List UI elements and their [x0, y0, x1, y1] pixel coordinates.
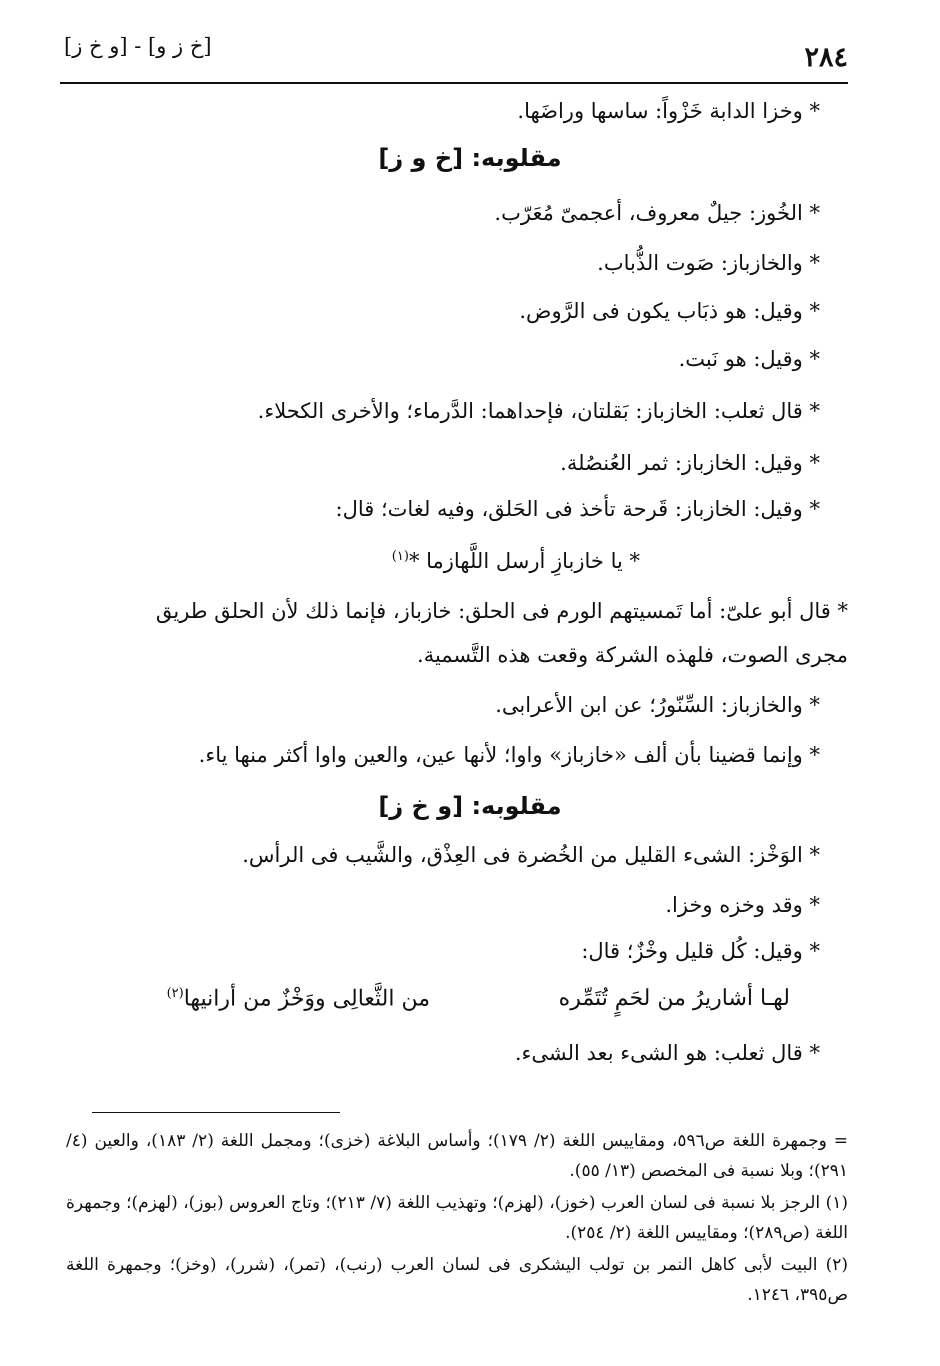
entry-line: * والخازباز: صَوت الذُّباب. — [597, 251, 820, 275]
footnote: = وجمهرة اللغة ص٥٩٦، ومقاييس اللغة (٢/ ١٧٩)؛ وأساس البلاغة (خزى)؛ ومجمل اللغة (٢/ ١٨٣)، والعين (٤/ ٢٩١)؛ وبلا نسبة فى المخصص (١٣/ ٥٥). — [66, 1131, 848, 1181]
quoted-verse — [70, 542, 640, 576]
entry-line: * وقد وخزه وخزا. — [665, 893, 820, 917]
entry-line: * وإنما قضينا بأن ألف «خازباز» واوا؛ لأنها عين، والعين واوا أكثر منها ياء. — [198, 743, 820, 767]
entry-line: * والخازباز: السِّنّورُ؛ عن ابن الأعرابى. — [495, 693, 820, 717]
entry-line: * وخزا الدابة خَزْواً: ساسها وراضَها. — [517, 99, 820, 123]
entry-line: * قال ثعلب: الخازباز: بَقلتان، فإحداهما: الدَّرماء؛ والأخرى الكحلاء. — [257, 399, 820, 423]
entry-line: * قال ثعلب: هو الشىء بعد الشىء. — [514, 1041, 820, 1065]
entry-line: * وقيل: هو نَبت. — [678, 347, 820, 371]
section-heading: مقلوبه: [و خ ز] — [378, 792, 562, 820]
entry-line: * قال أبو علىّ: أما تَمسيتهم الورم فى الحلق: خازباز، فإنما ذلك لأن الحلق طريق — [155, 599, 848, 623]
entry-line: * الخُوز: جيلٌ معروف، أعجمىّ مُعَرّب. — [494, 201, 820, 225]
footnote: (١) الرجز بلا نسبة فى لسان العرب (خوز)، (لهزم)؛ وتهذيب اللغة (٧/ ٢١٣)؛ وتاج العروس (بوز)، (لهزم)؛ وجمهرة اللغة (ص٢٨٩)؛ ومقاييس اللغة (٢/ ٢٥٤). — [66, 1193, 849, 1243]
footnote-ref: (١) — [391, 549, 409, 564]
verse-second-hemistich — [167, 986, 430, 1011]
verse-text: * يا خازبازِ أرسل اللَّهازما * — [408, 549, 640, 573]
entry-line: * وقيل: الخازباز: قَرحة تأخذ فى الحَلق، وفيه لغات؛ قال: — [335, 497, 820, 521]
entry-line-continued: مجرى الصوت، فلهذه الشركة وقعت هذه التَّسمية. — [417, 643, 848, 667]
entry-line: * وقيل: هو ذبَاب يكون فى الرَّوض. — [519, 299, 820, 323]
page-number: ٢٨٤ — [804, 42, 848, 73]
entry-line: * وقيل: الخازباز: ثمر العُنصُلة. — [560, 451, 820, 475]
verse-first-hemistich: لهـا أشاريرُ من لحَمٍ تُتَمِّره — [558, 986, 790, 1011]
header-rule — [60, 82, 848, 84]
footnote: (٢) البيت لأبى كاهل النمر بن تولب اليشكرى فى لسان العرب (رنب)، (تمر)، (شرر)، (وخز)؛ وجمهرة اللغة ص٣٩٥، ١٢٤٦. — [66, 1255, 848, 1305]
entry-line: * الوَخْز: الشىء القليل من الخُضرة فى العِذْق، والشَّيب فى الرأس. — [242, 843, 820, 867]
verse-second-text: من الثَّعالِى ووَخْزٌ من أرانيها — [183, 986, 430, 1012]
section-heading: مقلوبه: [خ و ز] — [378, 144, 562, 172]
entry-line: * وقيل: كُل قليل وخْزٌ؛ قال: — [581, 939, 820, 963]
root-label: [خ ز و] - [و خ ز] — [64, 34, 212, 58]
footnote-rule — [92, 1112, 340, 1113]
footnote-ref: (٢) — [166, 986, 184, 1001]
